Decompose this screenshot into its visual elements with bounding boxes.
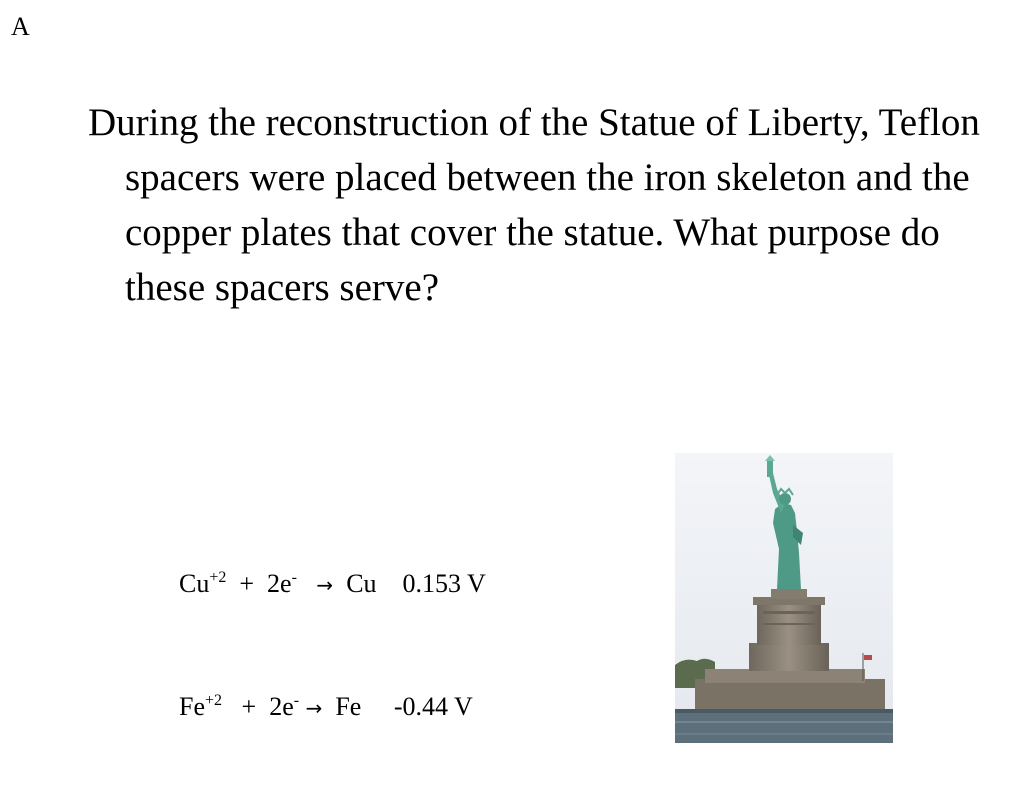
ion-charge: +2 (205, 692, 223, 709)
photo-water (675, 709, 893, 743)
statue-of-liberty-photo (675, 453, 893, 743)
reduction-potential: -0.44 V (393, 692, 473, 721)
photo-statue-head (779, 493, 791, 505)
plus-sign: + (241, 692, 257, 721)
electrons: 2e (267, 569, 292, 598)
reaction-iron (179, 686, 486, 727)
photo-fort (695, 679, 885, 709)
reactant-ion: Fe (179, 692, 205, 721)
reduction-potential: 0.153 V (402, 569, 486, 598)
electrons: 2e (269, 692, 294, 721)
corner-label: A (11, 12, 30, 41)
photo-pedestal-base (749, 643, 829, 671)
product: Cu (346, 569, 377, 598)
half-reactions (179, 481, 486, 809)
photo-torch (767, 461, 773, 477)
electron-charge: - (293, 692, 300, 709)
reaction-arrow: → (316, 573, 334, 597)
electron-charge: - (291, 569, 297, 586)
plus-sign: + (239, 569, 255, 598)
reaction-copper (179, 563, 486, 604)
reaction-arrow: → (305, 696, 323, 720)
ion-charge: +2 (209, 569, 227, 586)
question-text: During the reconstruction of the Statue of Liberty, Teflon spacers were placed between the iron skeleton and the copper plates that cover the statue. What purpose do these spacers serve? (88, 101, 980, 309)
product: Fe (335, 692, 362, 721)
reactant-ion: Cu (179, 569, 210, 598)
